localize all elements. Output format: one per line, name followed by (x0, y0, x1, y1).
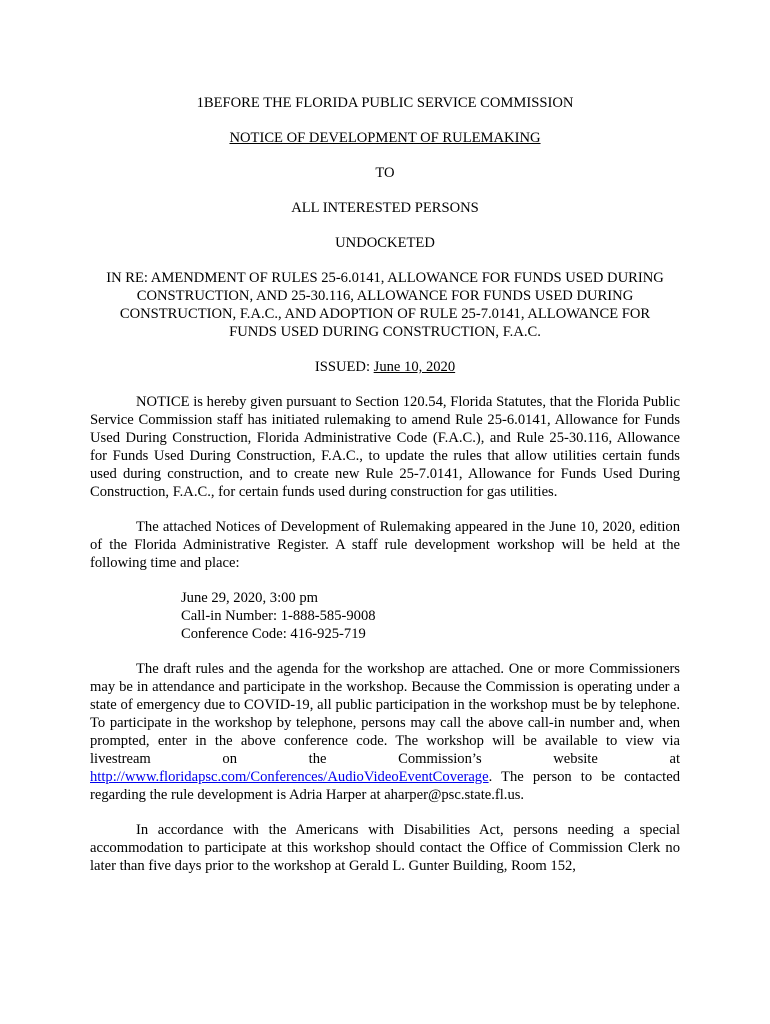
commission-header: 1BEFORE THE FLORIDA PUBLIC SERVICE COMMISSION (196, 95, 574, 111)
in-re-caption: IN RE: AMENDMENT OF RULES 25-6.0141, ALLOWANCE FOR FUNDS USED DURING CONSTRUCTION, AND 25-30.116, ALLOWANCE FOR FUNDS USED DURING CONSTRUCTION, F.A.C., AND ADOPTION OF RULE 25-7.0141, ALLOWANCE FOR FUNDS USED DURING CONSTRUCTION, F.A.C. (106, 270, 664, 340)
to-line: TO (375, 165, 395, 181)
issued-label: ISSUED: (314, 359, 374, 375)
notice-title (90, 129, 680, 147)
contact-text: . The person to be contacted regarding the rule development is Adria Harper at aharper@psc.state.fl.us. (90, 769, 680, 803)
participation-text: The draft rules and the agenda for the workshop are attached. One or more Commissioners may be in attendance and participate in the workshop. Because the Commission is operating under a state of emergency due to COVID-19, all public participation in the workshop must be by telephone. To participate in the workshop by telephone, persons may call the above call-in number and, when prompted, enter in the above conference code. The workshop will be available to view via livestream on the Commission’s website at (90, 661, 680, 767)
workshop-details (181, 589, 680, 643)
workshop-conference-code: Conference Code: 416-925-719 (181, 626, 366, 642)
issued-line (90, 358, 680, 376)
audience-line: ALL INTERESTED PERSONS (291, 200, 479, 216)
paragraph-workshop-intro: The attached Notices of Development of Rulemaking appeared in the June 10, 2020, edition of the Florida Administrative Register. A staff rule development workshop will be held at the following time and place: (90, 519, 680, 571)
workshop-callin: Call-in Number: 1-888-585-9008 (181, 608, 376, 624)
livestream-link[interactable]: http://www.floridapsc.com/Conferences/AudioVideoEventCoverage (90, 769, 489, 785)
notice-title-text: NOTICE OF DEVELOPMENT OF RULEMAKING (229, 130, 541, 146)
paragraph-notice: NOTICE is hereby given pursuant to Section 120.54, Florida Statutes, that the Florida Public Service Commission staff has initiated rulemaking to amend Rule 25-6.0141, Allowance for Funds Used During Construction, Florida Administrative Code (F.A.C.), and Rule 25-30.116, Allowance for Funds Used During Construction, F.A.C., to update the rules that allow utilities certain funds used during construction, and to create new Rule 25-7.0141, Allowance for Funds Used During Construction, F.A.C., for certain funds used during construction for gas utilities. (90, 394, 680, 500)
issued-date: June 10, 2020 (373, 359, 456, 375)
paragraph-ada: In accordance with the Americans with Disabilities Act, persons needing a special accommodation to participate at this workshop should contact the Office of Commission Clerk no later than five days prior to the workshop at Gerald L. Gunter Building, Room 152, (90, 822, 680, 874)
workshop-datetime: June 29, 2020, 3:00 pm (181, 590, 319, 606)
paragraph-participation (90, 660, 680, 804)
docket-line: UNDOCKETED (335, 235, 435, 251)
document-page (90, 94, 680, 875)
